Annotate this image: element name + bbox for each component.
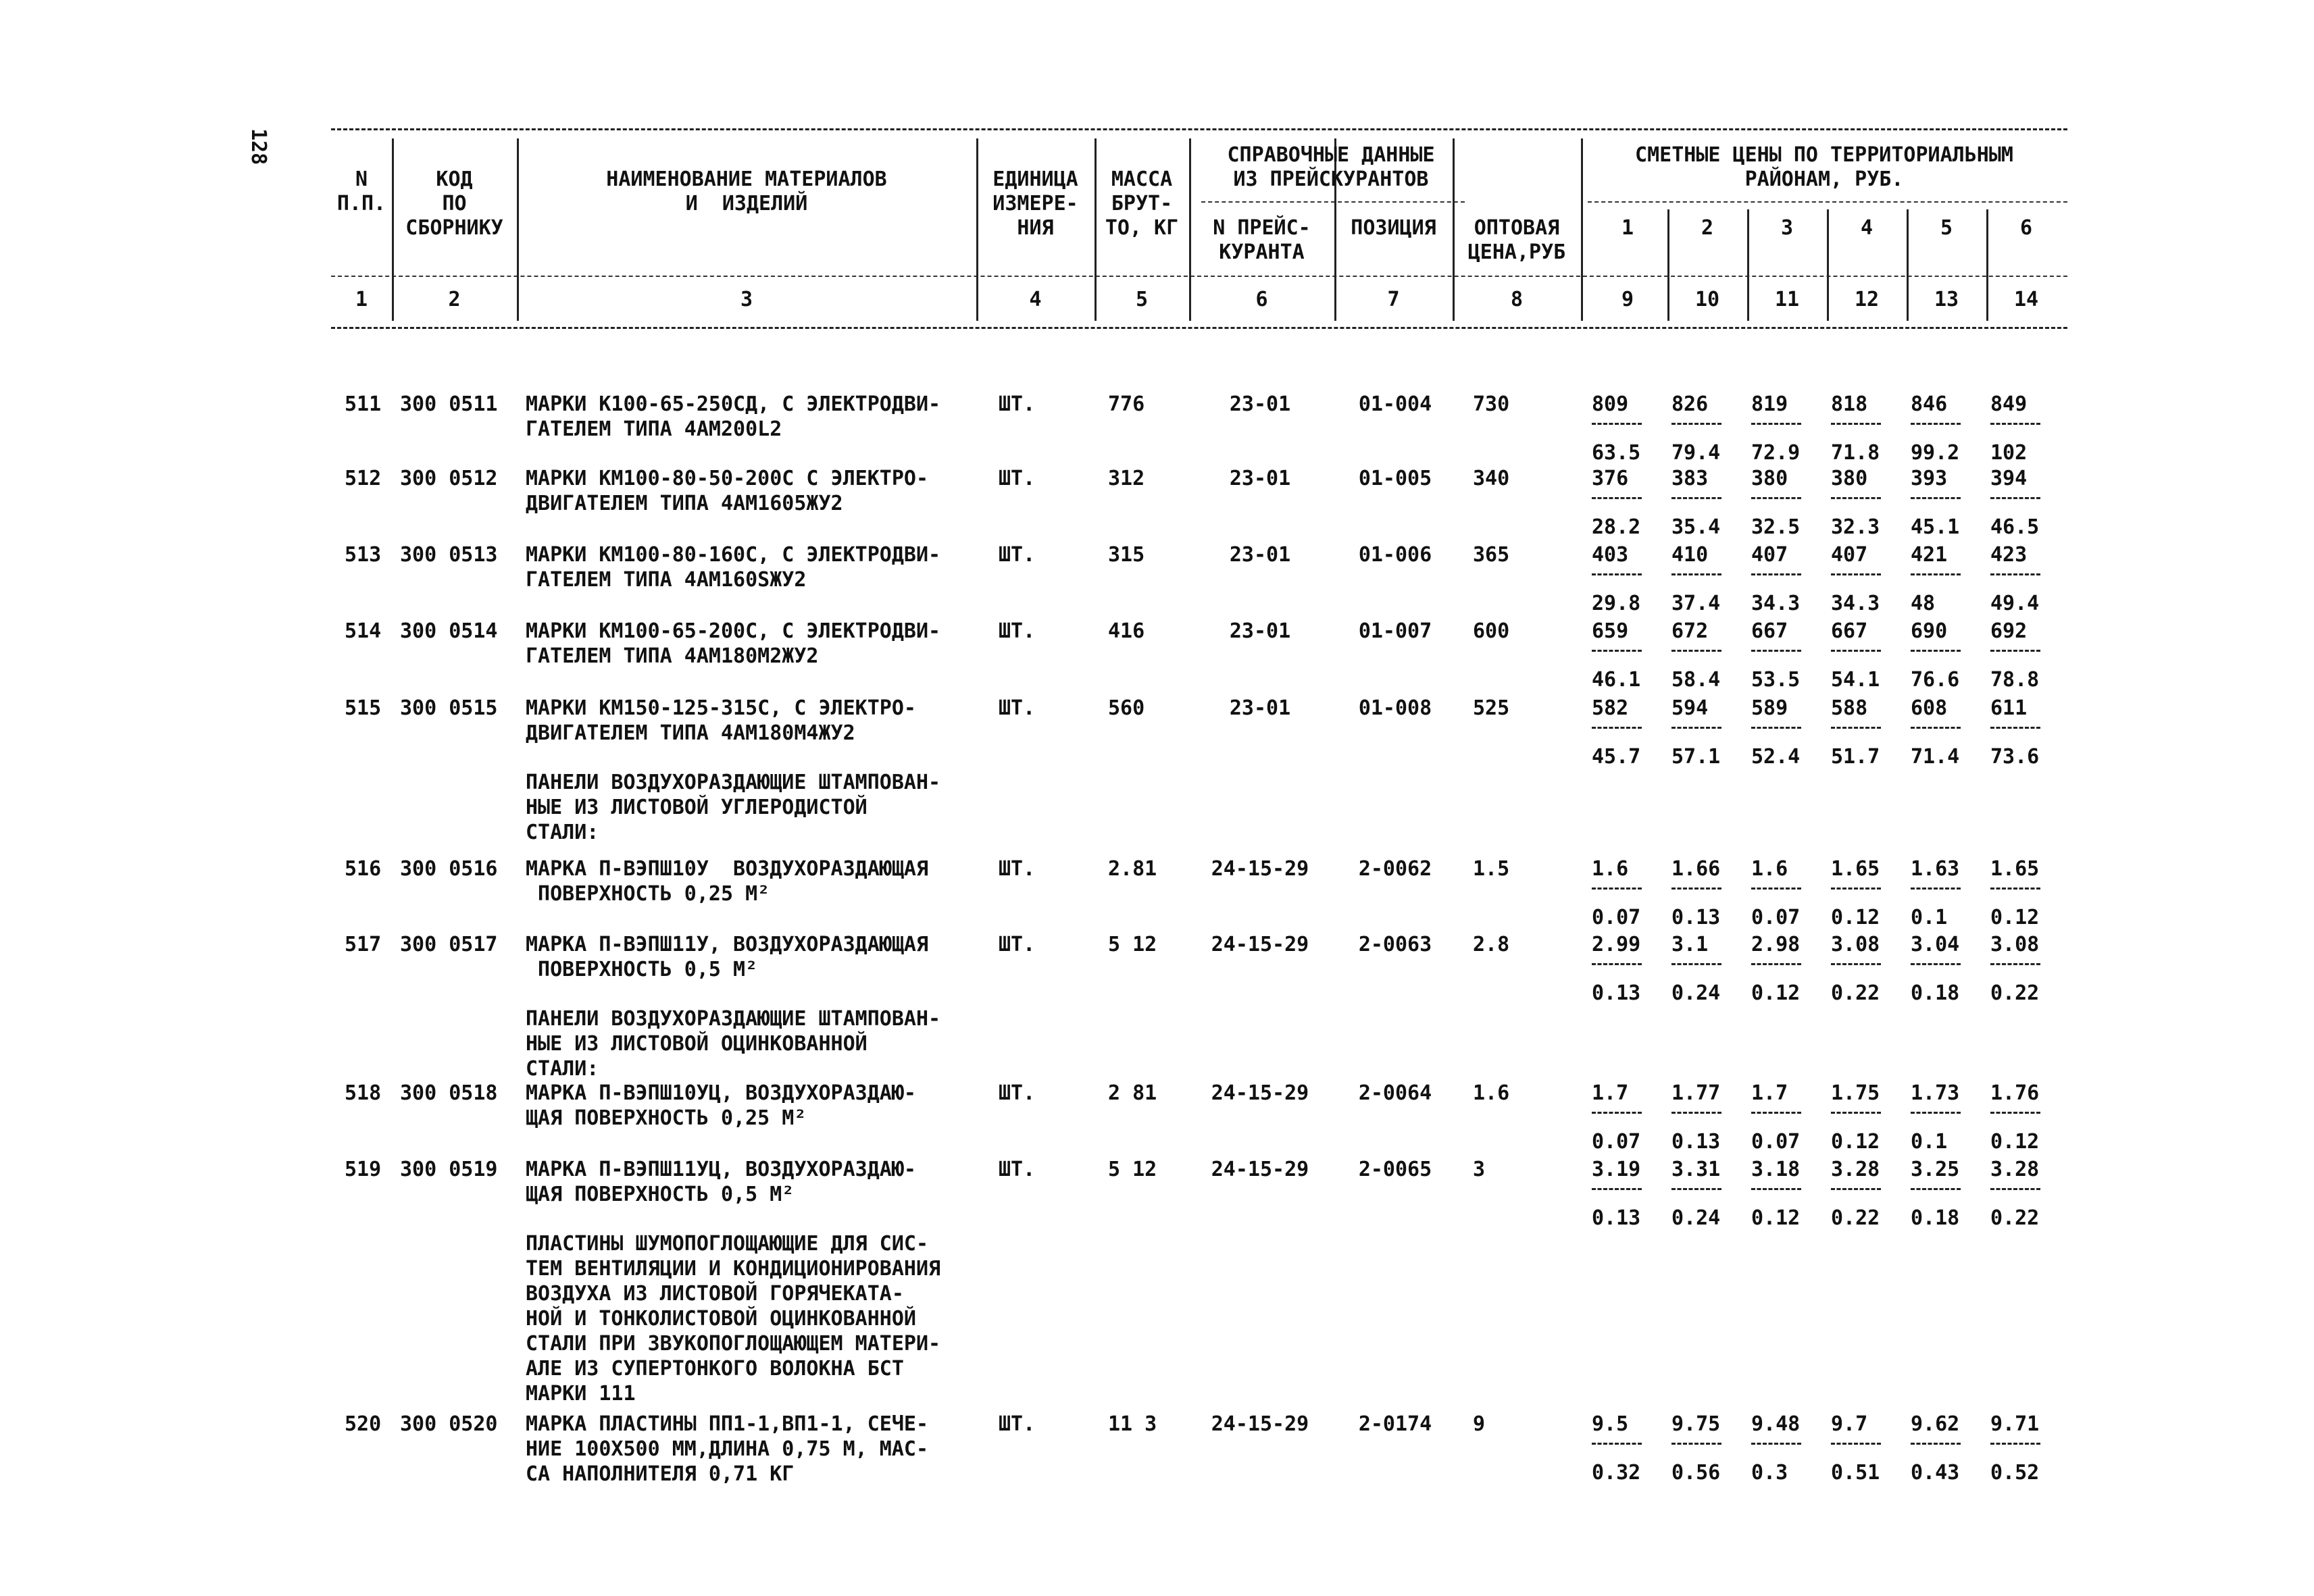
region-price: 403 bbox=[1592, 543, 1629, 567]
region-transport-cost: 0.07 bbox=[1592, 906, 1641, 929]
region-transport-cost: 52.4 bbox=[1751, 745, 1801, 769]
header-col8: ОПТОВАЯ ЦЕНА,РУБ bbox=[1467, 216, 1566, 264]
region-price: 1.66 bbox=[1671, 857, 1721, 881]
fraction-bar bbox=[1592, 1188, 1642, 1190]
fraction-bar bbox=[1911, 727, 1961, 729]
fraction-bar bbox=[1990, 497, 2040, 499]
header-mid-rule bbox=[331, 276, 2067, 277]
region-header: 2 bbox=[1701, 216, 1714, 240]
row-catalog: 24-15-29 bbox=[1211, 1081, 1309, 1105]
row-number: 515 bbox=[345, 696, 382, 720]
region-price: 1.65 bbox=[1831, 857, 1880, 881]
region-price: 818 bbox=[1831, 392, 1868, 416]
region-transport-cost: 29.8 bbox=[1592, 592, 1641, 615]
row-price: 3 bbox=[1473, 1158, 1486, 1181]
fraction-bar bbox=[1911, 1112, 1961, 1114]
row-number: 513 bbox=[345, 543, 382, 567]
row-number: 517 bbox=[345, 933, 382, 956]
row-catalog: 24-15-29 bbox=[1211, 933, 1309, 956]
row-unit: ШТ. bbox=[999, 1412, 1036, 1436]
region-price: 3.18 bbox=[1751, 1158, 1801, 1181]
region-transport-cost: 0.12 bbox=[1831, 906, 1880, 929]
header-col6: N ПРЕЙС- КУРАНТА bbox=[1213, 216, 1311, 264]
region-price: 692 bbox=[1990, 619, 2028, 643]
row-number: 518 bbox=[345, 1081, 382, 1105]
region-transport-cost: 0.07 bbox=[1751, 1130, 1801, 1154]
column-number: 14 bbox=[2013, 288, 2039, 311]
fraction-bar bbox=[1831, 1112, 1881, 1114]
fraction-bar bbox=[1911, 573, 1961, 575]
region-price: 376 bbox=[1592, 467, 1629, 490]
fraction-bar bbox=[1990, 887, 2040, 890]
row-mass: 2.81 bbox=[1108, 857, 1157, 881]
header-col5: МАССА БРУТ- ТО, КГ bbox=[1105, 168, 1179, 240]
row-position: 2-0174 bbox=[1358, 1412, 1432, 1436]
region-transport-cost: 49.4 bbox=[1990, 592, 2040, 615]
fraction-bar bbox=[1751, 573, 1801, 575]
fraction-bar bbox=[1751, 963, 1801, 965]
region-transport-cost: 0.12 bbox=[1990, 906, 2040, 929]
row-name: МАРКА ПЛАСТИНЫ ПП1-1,ВП1-1, СЕЧЕ- НИЕ 100X500 ММ,ДЛИНА 0,75 М, МАС- СА НАПОЛНИТЕЛЯ 0,71 КГ bbox=[526, 1412, 929, 1486]
region-price: 421 bbox=[1911, 543, 1948, 567]
region-price: 1.75 bbox=[1831, 1081, 1880, 1105]
region-price: 819 bbox=[1751, 392, 1788, 416]
region-price: 809 bbox=[1592, 392, 1629, 416]
fraction-bar bbox=[1990, 727, 2040, 729]
region-price: 1.6 bbox=[1592, 857, 1629, 881]
region-price: 407 bbox=[1831, 543, 1868, 567]
region-price: 659 bbox=[1592, 619, 1629, 643]
region-transport-cost: 0.12 bbox=[1751, 1206, 1801, 1230]
region-transport-cost: 0.3 bbox=[1751, 1461, 1788, 1485]
region-price: 1.63 bbox=[1911, 857, 1960, 881]
row-price: 340 bbox=[1473, 467, 1510, 490]
row-position: 01-006 bbox=[1358, 543, 1432, 567]
region-transport-cost: 32.3 bbox=[1831, 515, 1880, 539]
region-price: 9.62 bbox=[1911, 1412, 1960, 1436]
row-mass: 5 12 bbox=[1108, 933, 1157, 956]
column-number: 11 bbox=[1774, 288, 1800, 311]
region-header: 5 bbox=[1940, 216, 1953, 240]
row-catalog: 24-15-29 bbox=[1211, 857, 1309, 881]
fraction-bar bbox=[1671, 1443, 1721, 1445]
region-price: 383 bbox=[1671, 467, 1709, 490]
fraction-bar bbox=[1990, 1443, 2040, 1445]
page-number: 128 bbox=[247, 128, 270, 165]
region-price: 1.7 bbox=[1592, 1081, 1629, 1105]
fraction-bar bbox=[1751, 650, 1801, 652]
fraction-bar bbox=[1831, 573, 1881, 575]
column-number: 10 bbox=[1694, 288, 1720, 311]
region-price: 849 bbox=[1990, 392, 2028, 416]
header-price-group: СМЕТНЫЕ ЦЕНЫ ПО ТЕРРИТОРИАЛЬНЫМ РАЙОНАМ, РУБ. bbox=[1635, 143, 2013, 191]
region-transport-cost: 0.1 bbox=[1911, 1130, 1948, 1154]
region-price: 1.73 bbox=[1911, 1081, 1960, 1105]
row-catalog: 23-01 bbox=[1229, 696, 1291, 720]
row-name: МАРКИ КМ150-125-315С, С ЭЛЕКТРО- ДВИГАТЕЛЕМ ТИПА 4АМ180М4ЖУ2 bbox=[526, 696, 916, 745]
row-unit: ШТ. bbox=[999, 543, 1036, 567]
fraction-bar bbox=[1592, 497, 1642, 499]
column-number: 7 bbox=[1387, 288, 1400, 311]
row-position: 2-0065 bbox=[1358, 1158, 1432, 1181]
fraction-bar bbox=[1592, 573, 1642, 575]
region-transport-cost: 102 bbox=[1990, 441, 2028, 465]
region-transport-cost: 0.12 bbox=[1751, 981, 1801, 1005]
row-price: 2.8 bbox=[1473, 933, 1510, 956]
header-ref-group: СПРАВОЧНЫЕ ДАННЫЕ ИЗ ПРЕЙСКУРАНТОВ bbox=[1227, 143, 1435, 191]
region-transport-cost: 73.6 bbox=[1990, 745, 2040, 769]
region-transport-cost: 0.1 bbox=[1911, 906, 1948, 929]
header-col4: ЕДИНИЦА ИЗМЕРЕ- НИЯ bbox=[992, 168, 1078, 240]
row-code: 300 0516 bbox=[400, 857, 498, 881]
region-price: 608 bbox=[1911, 696, 1948, 720]
fraction-bar bbox=[1990, 1188, 2040, 1190]
row-catalog: 24-15-29 bbox=[1211, 1158, 1309, 1181]
column-number: 5 bbox=[1135, 288, 1149, 311]
fraction-bar bbox=[1671, 1112, 1721, 1114]
region-transport-cost: 0.13 bbox=[1671, 1130, 1721, 1154]
fraction-bar bbox=[1751, 887, 1801, 890]
region-transport-cost: 0.22 bbox=[1831, 1206, 1880, 1230]
row-number: 519 bbox=[345, 1158, 382, 1181]
region-transport-cost: 0.52 bbox=[1990, 1461, 2040, 1485]
row-mass: 312 bbox=[1108, 467, 1145, 490]
row-catalog: 23-01 bbox=[1229, 619, 1291, 643]
region-price: 2.98 bbox=[1751, 933, 1801, 956]
region-price: 690 bbox=[1911, 619, 1948, 643]
fraction-bar bbox=[1990, 423, 2040, 425]
row-code: 300 0519 bbox=[400, 1158, 498, 1181]
region-transport-cost: 0.13 bbox=[1671, 906, 1721, 929]
region-price: 1.7 bbox=[1751, 1081, 1788, 1105]
region-price: 380 bbox=[1831, 467, 1868, 490]
fraction-bar bbox=[1671, 497, 1721, 499]
fraction-bar bbox=[1831, 1443, 1881, 1445]
region-price: 1.76 bbox=[1990, 1081, 2040, 1105]
row-mass: 5 12 bbox=[1108, 1158, 1157, 1181]
row-number: 514 bbox=[345, 619, 382, 643]
fraction-bar bbox=[1911, 650, 1961, 652]
region-transport-cost: 79.4 bbox=[1671, 441, 1721, 465]
column-number: 12 bbox=[1854, 288, 1880, 311]
region-transport-cost: 34.3 bbox=[1831, 592, 1880, 615]
region-price: 672 bbox=[1671, 619, 1709, 643]
row-price: 9 bbox=[1473, 1412, 1486, 1436]
row-unit: ШТ. bbox=[999, 1158, 1036, 1181]
fraction-bar bbox=[1671, 1188, 1721, 1190]
region-transport-cost: 76.6 bbox=[1911, 668, 1960, 692]
column-number: 2 bbox=[448, 288, 461, 311]
ref-group-rule bbox=[1201, 201, 1465, 203]
region-transport-cost: 54.1 bbox=[1831, 668, 1880, 692]
fraction-bar bbox=[1751, 727, 1801, 729]
column-number: 13 bbox=[1934, 288, 1959, 311]
fraction-bar bbox=[1911, 963, 1961, 965]
region-transport-cost: 34.3 bbox=[1751, 592, 1801, 615]
region-price: 9.5 bbox=[1592, 1412, 1629, 1436]
region-price: 1.6 bbox=[1751, 857, 1788, 881]
fraction-bar bbox=[1751, 497, 1801, 499]
row-price: 1.5 bbox=[1473, 857, 1510, 881]
row-code: 300 0511 bbox=[400, 392, 498, 416]
region-header: 6 bbox=[2019, 216, 2033, 240]
fraction-bar bbox=[1592, 1443, 1642, 1445]
column-number: 8 bbox=[1510, 288, 1524, 311]
row-mass: 776 bbox=[1108, 392, 1145, 416]
row-catalog: 23-01 bbox=[1229, 392, 1291, 416]
row-unit: ШТ. bbox=[999, 1081, 1036, 1105]
region-transport-cost: 0.12 bbox=[1990, 1130, 2040, 1154]
row-price: 730 bbox=[1473, 392, 1510, 416]
region-transport-cost: 0.22 bbox=[1990, 981, 2040, 1005]
fraction-bar bbox=[1751, 423, 1801, 425]
region-price: 3.28 bbox=[1990, 1158, 2040, 1181]
region-price: 394 bbox=[1990, 467, 2028, 490]
region-price: 423 bbox=[1990, 543, 2028, 567]
region-price: 9.71 bbox=[1990, 1412, 2040, 1436]
region-price: 2.99 bbox=[1592, 933, 1641, 956]
region-price: 407 bbox=[1751, 543, 1788, 567]
region-header: 3 bbox=[1780, 216, 1794, 240]
group-heading: ПАНЕЛИ ВОЗДУХОРАЗДАЮЩИЕ ШТАМПОВАН- НЫЕ ИЗ ЛИСТОВОЙ УГЛЕРОДИСТОЙ СТАЛИ: bbox=[526, 771, 941, 844]
fraction-bar bbox=[1911, 887, 1961, 890]
region-transport-cost: 0.07 bbox=[1592, 1130, 1641, 1154]
row-unit: ШТ. bbox=[999, 696, 1036, 720]
row-position: 2-0063 bbox=[1358, 933, 1432, 956]
fraction-bar bbox=[1831, 887, 1881, 890]
row-code: 300 0513 bbox=[400, 543, 498, 567]
row-number: 520 bbox=[345, 1412, 382, 1436]
group-heading: ПАНЕЛИ ВОЗДУХОРАЗДАЮЩИЕ ШТАМПОВАН- НЫЕ ИЗ ЛИСТОВОЙ ОЦИНКОВАННОЙ СТАЛИ: bbox=[526, 1007, 941, 1081]
header-top-rule bbox=[331, 128, 2067, 130]
row-code: 300 0517 bbox=[400, 933, 498, 956]
row-code: 300 0514 bbox=[400, 619, 498, 643]
row-price: 525 bbox=[1473, 696, 1510, 720]
row-mass: 560 bbox=[1108, 696, 1145, 720]
region-transport-cost: 0.24 bbox=[1671, 981, 1721, 1005]
fraction-bar bbox=[1831, 497, 1881, 499]
row-unit: ШТ. bbox=[999, 392, 1036, 416]
region-transport-cost: 46.1 bbox=[1592, 668, 1641, 692]
fraction-bar bbox=[1911, 423, 1961, 425]
region-transport-cost: 0.22 bbox=[1990, 1206, 2040, 1230]
region-transport-cost: 57.1 bbox=[1671, 745, 1721, 769]
region-transport-cost: 32.5 bbox=[1751, 515, 1801, 539]
region-price: 410 bbox=[1671, 543, 1709, 567]
fraction-bar bbox=[1592, 423, 1642, 425]
region-transport-cost: 0.22 bbox=[1831, 981, 1880, 1005]
region-price: 588 bbox=[1831, 696, 1868, 720]
column-number: 3 bbox=[740, 288, 753, 311]
row-code: 300 0512 bbox=[400, 467, 498, 490]
column-number: 9 bbox=[1621, 288, 1634, 311]
row-position: 01-004 bbox=[1358, 392, 1432, 416]
row-catalog: 23-01 bbox=[1229, 543, 1291, 567]
fraction-bar bbox=[1592, 963, 1642, 965]
region-price: 846 bbox=[1911, 392, 1948, 416]
row-code: 300 0518 bbox=[400, 1081, 498, 1105]
region-price: 3.19 bbox=[1592, 1158, 1641, 1181]
fraction-bar bbox=[1831, 423, 1881, 425]
region-price: 611 bbox=[1990, 696, 2028, 720]
region-price: 393 bbox=[1911, 467, 1948, 490]
region-price: 1.77 bbox=[1671, 1081, 1721, 1105]
fraction-bar bbox=[1751, 1188, 1801, 1190]
row-name: МАРКИ КМ100-80-160С, С ЭЛЕКТРОДВИ- ГАТЕЛЕМ ТИПА 4АМ160SЖУ2 bbox=[526, 543, 941, 592]
row-position: 01-007 bbox=[1358, 619, 1432, 643]
fraction-bar bbox=[1671, 727, 1721, 729]
region-transport-cost: 48 bbox=[1911, 592, 1936, 615]
region-transport-cost: 0.12 bbox=[1831, 1130, 1880, 1154]
region-price: 3.1 bbox=[1671, 933, 1709, 956]
header-col3: НАИМЕНОВАНИЕ МАТЕРИАЛОВ И ИЗДЕЛИЙ bbox=[606, 168, 887, 215]
region-transport-cost: 0.13 bbox=[1592, 981, 1641, 1005]
row-number: 516 bbox=[345, 857, 382, 881]
region-transport-cost: 46.5 bbox=[1990, 515, 2040, 539]
region-transport-cost: 99.2 bbox=[1911, 441, 1960, 465]
fraction-bar bbox=[1831, 727, 1881, 729]
row-price: 600 bbox=[1473, 619, 1510, 643]
row-name: МАРКА П-ВЭПШ11УЦ, ВОЗДУХОРАЗДАЮ- ЩАЯ ПОВЕРХНОСТЬ 0,5 М² bbox=[526, 1158, 916, 1206]
region-transport-cost: 28.2 bbox=[1592, 515, 1641, 539]
region-price: 9.75 bbox=[1671, 1412, 1721, 1436]
row-unit: ШТ. bbox=[999, 619, 1036, 643]
region-transport-cost: 0.18 bbox=[1911, 1206, 1960, 1230]
region-price: 9.7 bbox=[1831, 1412, 1868, 1436]
fraction-bar bbox=[1990, 1112, 2040, 1114]
row-name: МАРКИ КМ100-80-50-200С С ЭЛЕКТРО- ДВИГАТЕЛЕМ ТИПА 4АМ1605ЖУ2 bbox=[526, 467, 929, 515]
row-unit: ШТ. bbox=[999, 933, 1036, 956]
row-price: 365 bbox=[1473, 543, 1510, 567]
region-price: 594 bbox=[1671, 696, 1709, 720]
row-mass: 2 81 bbox=[1108, 1081, 1157, 1105]
fraction-bar bbox=[1592, 887, 1642, 890]
region-price: 3.28 bbox=[1831, 1158, 1880, 1181]
fraction-bar bbox=[1831, 963, 1881, 965]
row-catalog: 24-15-29 bbox=[1211, 1412, 1309, 1436]
fraction-bar bbox=[1592, 650, 1642, 652]
region-price: 582 bbox=[1592, 696, 1629, 720]
region-transport-cost: 0.43 bbox=[1911, 1461, 1960, 1485]
row-code: 300 0515 bbox=[400, 696, 498, 720]
region-transport-cost: 53.5 bbox=[1751, 668, 1801, 692]
region-transport-cost: 51.7 bbox=[1831, 745, 1880, 769]
header-col1: N П.П. bbox=[336, 168, 386, 215]
group-heading: ПЛАСТИНЫ ШУМОПОГЛОЩАЮЩИЕ ДЛЯ СИС- ТЕМ ВЕНТИЛЯЦИИ И КОНДИЦИОНИРОВАНИЯ ВОЗДУХА ИЗ ЛИСТОВОЙ ГОРЯЧЕКАТА- НОЙ И ТОНКОЛИСТОВОЙ ОЦИНКОВАННОЙ СТАЛИ ПРИ ЗВУКОПОГЛОЩАЮЩЕМ МАТЕРИ- АЛЕ ИЗ СУПЕРТОНКОГО ВОЛОКНА БСТ МАРКИ 111 bbox=[526, 1232, 941, 1406]
fraction-bar bbox=[1671, 887, 1721, 890]
region-transport-cost: 37.4 bbox=[1671, 592, 1721, 615]
fraction-bar bbox=[1911, 1443, 1961, 1445]
header-col2: КОД ПО СБОРНИКУ bbox=[405, 168, 503, 240]
fraction-bar bbox=[1671, 963, 1721, 965]
region-transport-cost: 0.18 bbox=[1911, 981, 1960, 1005]
row-position: 2-0062 bbox=[1358, 857, 1432, 881]
row-name: МАРКА П-ВЭПШ10У ВОЗДУХОРАЗДАЮЩАЯ ПОВЕРХНОСТЬ 0,25 М² bbox=[526, 857, 929, 906]
row-name: МАРКИ КМ100-65-200С, С ЭЛЕКТРОДВИ- ГАТЕЛЕМ ТИПА 4АМ180М2ЖУ2 bbox=[526, 619, 941, 668]
fraction-bar bbox=[1831, 650, 1881, 652]
region-transport-cost: 71.4 bbox=[1911, 745, 1960, 769]
region-header: 1 bbox=[1621, 216, 1634, 240]
region-transport-cost: 58.4 bbox=[1671, 668, 1721, 692]
fraction-bar bbox=[1990, 650, 2040, 652]
region-transport-cost: 0.24 bbox=[1671, 1206, 1721, 1230]
fraction-bar bbox=[1592, 727, 1642, 729]
region-transport-cost: 45.7 bbox=[1592, 745, 1641, 769]
row-unit: ШТ. bbox=[999, 467, 1036, 490]
fraction-bar bbox=[1592, 1112, 1642, 1114]
fraction-bar bbox=[1911, 497, 1961, 499]
fraction-bar bbox=[1990, 573, 2040, 575]
header-bottom-rule bbox=[331, 327, 2067, 329]
row-name: МАРКИ К100-65-250СД, С ЭЛЕКТРОДВИ- ГАТЕЛЕМ ТИПА 4АМ200L2 bbox=[526, 392, 941, 441]
region-transport-cost: 0.51 bbox=[1831, 1461, 1880, 1485]
region-price: 1.65 bbox=[1990, 857, 2040, 881]
region-price: 3.31 bbox=[1671, 1158, 1721, 1181]
row-number: 511 bbox=[345, 392, 382, 416]
region-price: 667 bbox=[1831, 619, 1868, 643]
fraction-bar bbox=[1911, 1188, 1961, 1190]
row-name: МАРКА П-ВЭПШ11У, ВОЗДУХОРАЗДАЮЩАЯ ПОВЕРХНОСТЬ 0,5 М² bbox=[526, 933, 929, 981]
price-group-rule bbox=[1588, 201, 2067, 203]
region-transport-cost: 0.07 bbox=[1751, 906, 1801, 929]
region-transport-cost: 63.5 bbox=[1592, 441, 1641, 465]
row-unit: ШТ. bbox=[999, 857, 1036, 881]
region-transport-cost: 72.9 bbox=[1751, 441, 1801, 465]
region-price: 9.48 bbox=[1751, 1412, 1801, 1436]
region-price: 3.08 bbox=[1831, 933, 1880, 956]
column-number: 1 bbox=[355, 288, 368, 311]
region-price: 826 bbox=[1671, 392, 1709, 416]
fraction-bar bbox=[1831, 1188, 1881, 1190]
fraction-bar bbox=[1990, 963, 2040, 965]
region-header: 4 bbox=[1860, 216, 1873, 240]
column-number: 4 bbox=[1029, 288, 1042, 311]
row-mass: 315 bbox=[1108, 543, 1145, 567]
row-position: 01-008 bbox=[1358, 696, 1432, 720]
row-mass: 416 bbox=[1108, 619, 1145, 643]
region-transport-cost: 0.13 bbox=[1592, 1206, 1641, 1230]
region-price: 589 bbox=[1751, 696, 1788, 720]
row-name: МАРКА П-ВЭПШ10УЦ, ВОЗДУХОРАЗДАЮ- ЩАЯ ПОВЕРХНОСТЬ 0,25 М² bbox=[526, 1081, 916, 1130]
region-price: 3.04 bbox=[1911, 933, 1960, 956]
fraction-bar bbox=[1751, 1112, 1801, 1114]
region-price: 3.08 bbox=[1990, 933, 2040, 956]
row-position: 01-005 bbox=[1358, 467, 1432, 490]
column-number: 6 bbox=[1255, 288, 1268, 311]
row-number: 512 bbox=[345, 467, 382, 490]
fraction-bar bbox=[1671, 573, 1721, 575]
row-price: 1.6 bbox=[1473, 1081, 1510, 1105]
fraction-bar bbox=[1671, 423, 1721, 425]
region-price: 380 bbox=[1751, 467, 1788, 490]
region-transport-cost: 0.56 bbox=[1671, 1461, 1721, 1485]
region-transport-cost: 0.32 bbox=[1592, 1461, 1641, 1485]
fraction-bar bbox=[1671, 650, 1721, 652]
region-transport-cost: 71.8 bbox=[1831, 441, 1880, 465]
region-transport-cost: 45.1 bbox=[1911, 515, 1960, 539]
row-code: 300 0520 bbox=[400, 1412, 498, 1436]
row-mass: 11 3 bbox=[1108, 1412, 1157, 1436]
region-price: 667 bbox=[1751, 619, 1788, 643]
region-price: 3.25 bbox=[1911, 1158, 1960, 1181]
header-col7: ПОЗИЦИЯ bbox=[1351, 216, 1436, 240]
region-transport-cost: 78.8 bbox=[1990, 668, 2040, 692]
fraction-bar bbox=[1751, 1443, 1801, 1445]
region-transport-cost: 35.4 bbox=[1671, 515, 1721, 539]
row-catalog: 23-01 bbox=[1229, 467, 1291, 490]
row-position: 2-0064 bbox=[1358, 1081, 1432, 1105]
